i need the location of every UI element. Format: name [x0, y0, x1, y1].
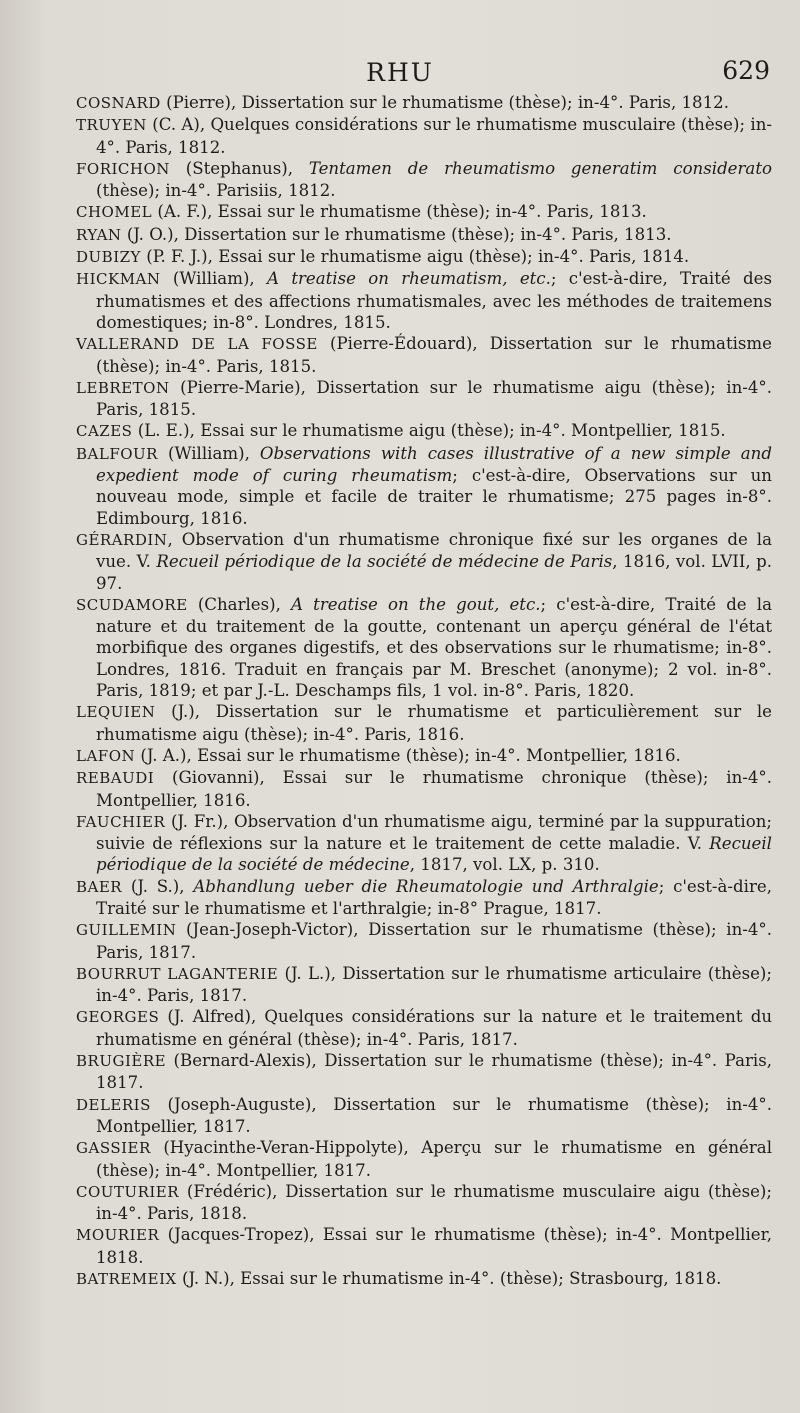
bibliography-entry	[76, 377, 772, 421]
entry-given-name: (Frédéric)	[186, 1181, 273, 1201]
entry-given-name: (J. L.)	[284, 963, 331, 983]
bibliography-entry	[76, 745, 772, 767]
entry-text: , Essai sur le rhumatisme aigu (thèse); in-4°. Montpellier, 1815.	[189, 421, 726, 441]
entry-text: , Dissertation sur le rhumatisme aigu (thèse); in-4°. Paris, 1815.	[96, 377, 772, 420]
entry-given-name: (Joseph-Auguste)	[167, 1094, 312, 1114]
bibliography-entry	[76, 767, 772, 811]
entry-text: , Essai sur le rhumatisme in-4°. (thèse); Strasbourg, 1818.	[229, 1269, 722, 1289]
bibliography-entry	[76, 420, 772, 442]
entry-author: LEBRETON	[76, 378, 170, 397]
entry-given-name: (William)	[168, 443, 245, 463]
entry-author: GEORGES	[76, 1008, 160, 1027]
bibliography-entry	[76, 811, 772, 876]
entry-text: , Dissertation sur le rhumatisme (thèse); in-4°. Paris, 1812.	[231, 93, 729, 112]
bibliography-entry	[76, 1094, 772, 1138]
entry-given-name: (Jean-Joseph-Victor)	[186, 920, 354, 940]
entry-text: , Aperçu sur le rhumatisme en général (thèse); in-4°. Montpellier, 1817.	[96, 1138, 773, 1180]
entry-text: ,	[179, 876, 194, 896]
entry-author: MOURIER	[76, 1226, 160, 1245]
bibliography-list	[76, 92, 772, 1290]
entry-text: , Essai sur le rhumatisme (thèse); in-4°. Montpellier, 1816.	[186, 745, 681, 765]
entry-author: BATREMEIX	[76, 1270, 177, 1289]
entry-author: BOURRUT LAGANTERIE	[76, 964, 279, 983]
entry-text: , Observation d'un rhumatisme aigu, terminé par la suppuration; suivie de réflexions sur la nature et le traitement de cette maladie. V.	[96, 811, 772, 854]
running-head: RHU	[366, 58, 434, 87]
bibliography-entry	[76, 158, 772, 202]
entry-given-name: (Pierre)	[166, 93, 232, 112]
entry-title: Abhandlung ueber die Rheumatologie und Arthralgie	[193, 876, 659, 896]
entry-text: ,	[275, 594, 292, 614]
page-number: 629	[722, 56, 770, 85]
entry-text: , Dissertation sur le rhumatisme (thèse); in-4°. Paris, 1817.	[96, 1051, 772, 1093]
entry-text: ,	[287, 158, 309, 178]
entry-title: Observations with cases illustrative of a new simple and expedient mode of curing rheumatism	[96, 443, 772, 486]
entry-author: COSNARD	[76, 94, 161, 112]
bibliography-entry	[76, 268, 772, 333]
entry-given-name: (William)	[172, 269, 250, 289]
entry-author: LAFON	[76, 746, 136, 765]
entry-author: TRUYEN	[76, 116, 147, 135]
bibliography-entry	[76, 114, 772, 158]
entry-text-after: (thèse); in-4°. Parisiis, 1812.	[96, 181, 336, 201]
entry-given-name: (J. Alfred)	[167, 1007, 251, 1027]
entry-author: BALFOUR	[76, 444, 158, 463]
entry-given-name: (Charles)	[197, 594, 276, 614]
entry-text: , Quelques considérations sur la nature et le traitement du rhumatisme en général (thèse); in-4°. Paris, 1817.	[96, 1007, 772, 1049]
entry-given-name: (J. O.)	[126, 224, 174, 244]
entry-title: Recueil périodique de la société de médecine	[96, 834, 772, 875]
entry-given-name: (Giovanni)	[172, 768, 260, 788]
entry-given-name: (A. F.)	[157, 202, 208, 222]
entry-text: , Essai sur le rhumatisme chronique (thèse); in-4°. Montpellier, 1816.	[96, 768, 773, 810]
bibliography-entry	[76, 1181, 772, 1225]
entry-author: COUTURIER	[76, 1182, 180, 1201]
entry-text: , Dissertation sur le rhumatisme (thèse); in-4°. Paris, 1817.	[96, 920, 772, 962]
entry-text: , Dissertation sur le rhumatisme articulaire (thèse); in-4°. Paris, 1817.	[96, 963, 772, 1006]
entry-author: RYAN	[76, 225, 122, 244]
bibliography-entry	[76, 1224, 772, 1268]
entry-given-name: (J. N.)	[181, 1269, 230, 1289]
entry-text: , Essai sur le rhumatisme aigu (thèse); in-4°. Paris, 1814.	[207, 247, 690, 267]
entry-given-name: (Hyacinthe-Veran-Hippolyte)	[163, 1138, 404, 1158]
entry-text-after: , 1817, vol. LX, p. 310.	[409, 855, 600, 875]
entry-given-name: (Pierre-Édouard)	[329, 334, 473, 354]
bibliography-entry	[76, 963, 772, 1007]
bibliography-entry	[76, 594, 772, 701]
entry-author: VALLERAND DE LA FOSSE	[76, 335, 318, 354]
entry-author: BRUGIÈRE	[76, 1052, 167, 1071]
entry-author: CHOMEL	[76, 203, 153, 222]
bibliography-entry	[76, 333, 772, 377]
entry-text-after: ; c'est-à-dire, Observations sur un nouveau mode, simple et facile de traiter le rhumatisme; 275 pages in-8°. Edimbourg, 1816.	[96, 466, 772, 528]
bibliography-entry	[76, 919, 772, 963]
entry-text: ,	[249, 269, 268, 289]
entry-given-name: (J. A.)	[140, 745, 187, 765]
entry-text-after: ; c'est-à-dire, Traité des rhumatismes et des affections rhumatismales, avec les méthodes de traitemens domestiques; in-8°. Londres, 1815.	[96, 269, 772, 332]
bibliography-entry	[76, 1268, 772, 1290]
entry-given-name: (Stephanus)	[185, 158, 288, 178]
entry-author: GUILLEMIN	[76, 921, 177, 940]
entry-given-name: (Pierre-Marie)	[180, 377, 301, 397]
entry-text-after: , 1816, vol. LVII, p. 97.	[96, 552, 773, 593]
entry-text: , Essai sur le rhumatisme (thèse); in-4°. Montpellier, 1818.	[96, 1225, 773, 1267]
bibliography-entry	[76, 92, 772, 114]
bibliography-entry	[76, 1050, 772, 1094]
entry-author: BAER	[76, 877, 123, 896]
page-header	[0, 54, 800, 94]
entry-author: GÉRARDIN	[76, 530, 168, 549]
entry-text-after: ; c'est-à-dire, Traité sur le rhumatisme et l'arthralgie; in-8° Prague, 1817.	[96, 876, 772, 918]
entry-text: , Dissertation sur le rhumatisme (thèse); in-4°. Montpellier, 1817.	[96, 1094, 772, 1136]
entry-given-name: (J.)	[171, 702, 195, 722]
bibliography-entry	[76, 246, 772, 268]
bibliography-entry	[76, 1006, 772, 1050]
bibliography-entry	[76, 1137, 772, 1181]
bibliography-entry	[76, 224, 772, 246]
entry-author: HICKMAN	[76, 270, 161, 289]
bibliography-entry	[76, 201, 772, 223]
entry-author: DUBIZY	[76, 248, 141, 267]
entry-text-after: ; c'est-à-dire, Traité de la nature et du traitement de la goutte, contenant un aperçu général de l'état morbifique des organes digestifs, et des observations sur le rhumatisme; in-8°. Londres, 1816. Traduit en français par M. Breschet (anonyme); 2 vol. in-8°. Paris, 1819; et par J.-L. Deschamps fils, 1 vol. in-8°. Paris, 1820.	[96, 594, 772, 701]
entry-text: , Quelques considérations sur le rhumatisme musculaire (thèse); in-4°. Paris, 1812.	[96, 115, 772, 157]
entry-title: A treatise on rheumatism, etc.	[267, 269, 551, 289]
entry-given-name: (L. E.)	[137, 421, 190, 441]
entry-text: , Essai sur le rhumatisme (thèse); in-4°. Paris, 1813.	[207, 202, 647, 222]
entry-given-name: (C. A)	[152, 115, 200, 135]
entry-text: , Dissertation sur le rhumatisme (thèse); in-4°. Paris, 1815.	[96, 334, 772, 376]
entry-text: ,	[244, 443, 260, 463]
entry-author: LEQUIEN	[76, 703, 156, 722]
entry-author: GASSIER	[76, 1139, 151, 1158]
entry-text: , Dissertation sur le rhumatisme et particulièrement sur le rhumatisme aigu (thèse); in-4°. Paris, 1816.	[96, 702, 773, 744]
entry-author: SCUDAMORE	[76, 595, 188, 614]
entry-title: Recueil périodique de la société de médecine de Paris	[156, 552, 613, 572]
bibliography-entry	[76, 876, 772, 920]
entry-text: , Dissertation sur le rhumatisme musculaire aigu (thèse); in-4°. Paris, 1818.	[96, 1181, 772, 1224]
entry-given-name: (P. F. J.)	[146, 247, 208, 267]
entry-author: REBAUDI	[76, 769, 155, 788]
entry-author: FAUCHIER	[76, 812, 166, 831]
entry-text: , Observation d'un rhumatisme chronique fixé sur les organes de la vue. V.	[96, 529, 772, 572]
entry-given-name: (J. S.)	[130, 876, 180, 896]
entry-title: Tentamen de rheumatismo generatim considerato	[308, 158, 772, 178]
bibliography-entry	[76, 701, 772, 745]
bibliography-entry	[76, 443, 772, 529]
entry-author: DELERIS	[76, 1095, 151, 1114]
entry-author: CAZES	[76, 422, 133, 441]
entry-given-name: (J. Fr.)	[170, 811, 224, 831]
entry-given-name: (Bernard-Alexis)	[173, 1051, 312, 1071]
entry-author: FORICHON	[76, 159, 170, 178]
entry-given-name: (Jacques-Tropez)	[167, 1225, 310, 1245]
entry-title: A treatise on the gout, etc.	[291, 594, 541, 614]
bibliography-entry	[76, 529, 772, 594]
entry-text: , Dissertation sur le rhumatisme (thèse); in-4°. Paris, 1813.	[173, 224, 672, 244]
